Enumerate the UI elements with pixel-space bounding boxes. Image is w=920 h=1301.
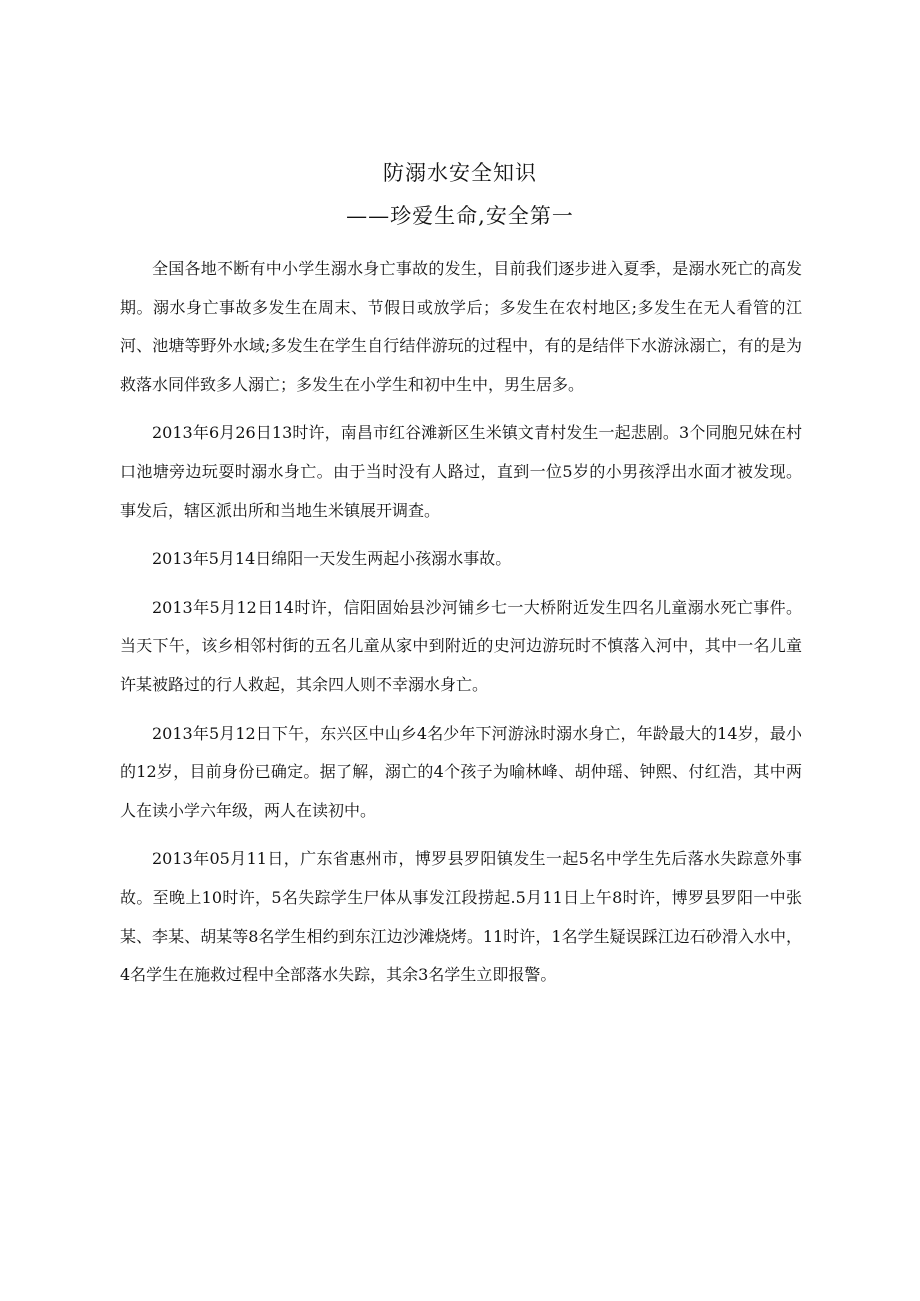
paragraph-mianyang: 2013年5月14日绵阳一天发生两起小孩溺水事故。 <box>152 549 512 569</box>
paragraph-dongxing: 2013年5月12日下午，东兴区中山乡4名少年下河游泳时溺水身亡，年龄最大的14岁，最小的12岁，目前身份已确定。据了解，溺亡的4个孩子为喻林峰、胡仲瑶、钟熙、付红浩，其中两人在读小学六年级，两人在读初中。 <box>120 723 802 820</box>
paragraph-nanchang: 2013年6月26日13时许，南昌市红谷滩新区生米镇文青村发生一起悲剧。3个同胞兄妹在村口池塘旁边玩耍时溺水身亡。由于当时没有人路过，直到一位5岁的小男孩浮出水面才被发现。事发后，辖区派出所和当地生米镇展开调查。 <box>120 423 802 520</box>
paragraph-intro: 全国各地不断有中小学生溺水身亡事故的发生，目前我们逐步进入夏季，是溺水死亡的高发期。溺水身亡事故多发生在周末、节假日或放学后；多发生在农村地区;多发生在无人看管的江河、池塘等野外水域;多发生在学生自行结伴游玩的过程中，有的是结伴下水游泳溺亡，有的是为救落水同伴致多人溺亡；多发生在小学生和初中生中，男生居多。 <box>120 259 802 394</box>
paragraph-xinyang: 2013年5月12日14时许，信阳固始县沙河铺乡七一大桥附近发生四名儿童溺水死亡事件。当天下午，该乡相邻村街的五名儿童从家中到附近的史河边游玩时不慎落入河中，其中一名儿童许某被路过的行人救起，其余四人则不幸溺水身亡。 <box>120 597 802 694</box>
page-subtitle: ——珍爱生命,安全第一 <box>346 204 574 228</box>
page-title: 防溺水安全知识 <box>383 161 537 185</box>
paragraph-huizhou: 2013年05月11日，广东省惠州市，博罗县罗阳镇发生一起5名中学生先后落水失踪意外事故。至晚上10时许，5名失踪学生尸体从事发江段捞起.5月11日上午8时许，博罗县罗阳一中张某、李某、胡某等8名学生相约到东江边沙滩烧烤。11时许，1名学生疑误踩江边石砂滑入水中，4名学生在施救过程中全部落水失踪，其余3名学生立即报警。 <box>120 849 802 985</box>
document-body <box>120 250 802 1005</box>
